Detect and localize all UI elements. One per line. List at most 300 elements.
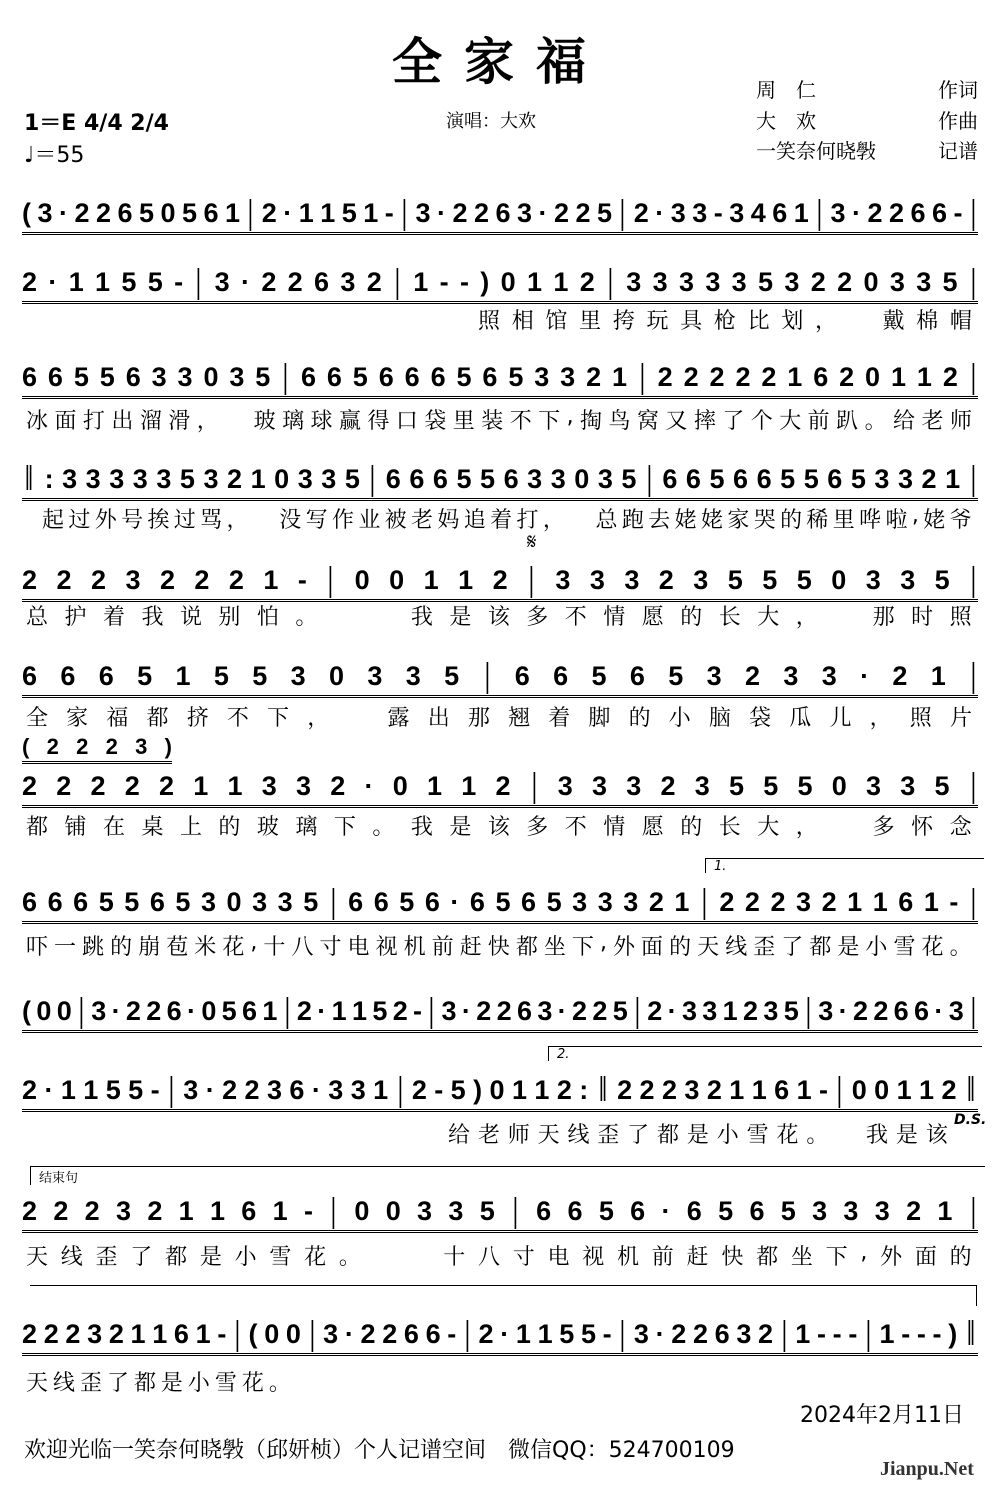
note: 0 <box>851 1074 867 1105</box>
lyric-char: 铺 <box>64 815 87 840</box>
lyric-char: 都 <box>756 1245 779 1270</box>
note: 5 <box>762 564 778 595</box>
note: 3 <box>572 886 588 917</box>
lyric-char: 大 <box>757 605 780 630</box>
lyric-char: ， <box>226 508 249 533</box>
lyrics-line <box>26 930 972 960</box>
bar-line: | <box>620 193 626 232</box>
note: 5 <box>341 197 357 228</box>
note: 6 <box>931 197 947 228</box>
lyrics-line <box>26 810 972 840</box>
lyric-char <box>347 701 369 731</box>
bar-line: | <box>234 1314 241 1353</box>
lyric-char: 下 <box>825 1245 848 1270</box>
note: 1 <box>209 1195 225 1226</box>
note: 3 <box>678 266 694 297</box>
note: 2 <box>941 1074 957 1105</box>
lyric-char: 追 <box>463 508 486 533</box>
lyricist-credit <box>756 74 978 103</box>
lyric-char: 不 <box>564 815 587 840</box>
lyric-char: 愿 <box>641 815 664 840</box>
note: · <box>58 197 68 228</box>
lyric-char <box>834 600 856 630</box>
note: 5 <box>352 361 368 392</box>
lyric-char: 总 <box>26 605 49 630</box>
note: 3 <box>693 564 709 595</box>
note: 3 <box>633 1318 649 1349</box>
bar-line: | <box>331 1191 337 1230</box>
note: 5 <box>783 995 799 1026</box>
note: 6 <box>409 463 425 494</box>
note: 0 <box>264 1318 280 1349</box>
lyric-char: 都 <box>26 815 49 840</box>
lyric-char: 福 <box>106 706 129 731</box>
lyric-char: 八 <box>291 935 314 960</box>
lyric-char: 怀 <box>911 815 934 840</box>
note: 2 <box>572 995 588 1026</box>
note: 3 <box>156 463 172 494</box>
lyric-char: 面 <box>641 935 664 960</box>
lyric-char: , <box>250 930 258 955</box>
note: 3 <box>784 266 800 297</box>
lyric-char: 着 <box>102 605 125 630</box>
note: 6 <box>813 361 829 392</box>
note: 2 <box>821 886 837 917</box>
lyric-char: 翘 <box>508 706 531 731</box>
bar-line: | <box>970 882 977 921</box>
note: 0 <box>329 660 345 691</box>
note: 5 <box>780 1195 796 1226</box>
lyric-char <box>374 1240 396 1270</box>
note: 2 <box>330 770 346 801</box>
note: · <box>283 197 293 228</box>
bar-line: ‖ <box>966 1070 976 1109</box>
note: · <box>860 660 870 691</box>
lyric-char: 比 <box>747 309 770 334</box>
lyric-char: 。 <box>295 605 318 630</box>
lyric-char: 前 <box>651 1245 674 1270</box>
lyric-char <box>836 1118 858 1148</box>
lyric-char <box>372 600 394 630</box>
bar-line: | <box>248 193 254 232</box>
lyric-char: 十 <box>263 935 286 960</box>
lyric-char: 业 <box>358 508 381 533</box>
lyric-char: 溜 <box>139 409 162 434</box>
note: 0 <box>285 1318 301 1349</box>
lyric-char: 不 <box>564 605 587 630</box>
note: 3 <box>874 1195 890 1226</box>
note: 6 <box>514 660 530 691</box>
note: 1 <box>515 1318 531 1349</box>
bar-line: | <box>531 766 537 805</box>
note: · <box>44 1074 54 1105</box>
lyric-char <box>334 600 356 630</box>
lyric-char: , <box>599 930 607 955</box>
note: 0 <box>489 1074 505 1105</box>
note: 1 <box>553 266 569 297</box>
note: 2 <box>392 995 408 1026</box>
lyric-char: ， <box>795 605 818 630</box>
lyric-char: ， <box>869 706 892 731</box>
note: 6 <box>125 361 141 392</box>
lyric-char: 戴 <box>882 309 905 334</box>
lyric-char: 璃 <box>295 815 318 840</box>
note: 6 <box>714 1318 730 1349</box>
note: 2 <box>382 1318 398 1349</box>
note: 6 <box>774 1074 790 1105</box>
lyric-char: 袋 <box>749 706 772 731</box>
note: 1 <box>937 1195 953 1226</box>
note: - <box>439 266 449 297</box>
lyric-char: 划 <box>781 309 804 334</box>
lyric-char: 情 <box>603 815 626 840</box>
note: 1 <box>872 886 888 917</box>
note: 2 <box>261 197 277 228</box>
note: 3 <box>85 463 101 494</box>
note: 2 <box>261 266 277 297</box>
note: 5 <box>508 361 524 392</box>
note: 1 <box>511 1074 527 1105</box>
note: 0 <box>274 463 290 494</box>
note: 1 <box>458 564 474 595</box>
lyric-char: 总 <box>595 508 618 533</box>
note: 6 <box>241 1195 257 1226</box>
note: · <box>852 197 861 228</box>
note: 3 <box>323 1318 339 1349</box>
note: 3 <box>783 660 799 691</box>
note: 2 <box>360 1318 376 1349</box>
note: 6 <box>117 197 133 228</box>
note: 2 <box>837 266 853 297</box>
lyric-char: 着 <box>490 508 513 533</box>
lyrics-line <box>26 600 972 630</box>
bar-line: | <box>284 991 290 1030</box>
lyric-char: 天 <box>26 1245 49 1270</box>
note: 6 <box>404 361 420 392</box>
note: 2 <box>105 734 118 759</box>
note: 6 <box>893 995 909 1026</box>
lyric-char: 崩 <box>138 935 161 960</box>
lyric-char: 挤 <box>186 706 209 731</box>
lyric-char: 外 <box>613 935 636 960</box>
note: 1 <box>674 886 690 917</box>
lyric-char: 面 <box>54 409 77 434</box>
lyric-char: 天 <box>537 1123 560 1148</box>
note: 3 <box>821 660 837 691</box>
note: ( <box>22 197 31 228</box>
note: 3 <box>135 734 148 759</box>
note: 1 <box>68 266 84 297</box>
lyric-char: 不 <box>226 706 249 731</box>
lyric-char: 没 <box>279 508 302 533</box>
lyric-char: 是 <box>160 1371 183 1396</box>
lyric-char: 给 <box>893 409 916 434</box>
note: · <box>655 1318 665 1349</box>
bar-line: | <box>970 459 976 498</box>
note: 5 <box>456 463 472 494</box>
note: 2 <box>411 1074 427 1105</box>
lyric-char: 该 <box>925 1123 948 1148</box>
lyric-char: 具 <box>680 309 703 334</box>
note: 2 <box>647 995 663 1026</box>
note: 3 <box>177 361 193 392</box>
note: 1 <box>363 197 379 228</box>
lyric-char: 啦 <box>885 508 908 533</box>
lyric-char: 老 <box>411 508 434 533</box>
note: 5 <box>709 463 725 494</box>
lyric-char: 挨 <box>147 508 170 533</box>
note: 6 <box>385 463 401 494</box>
bar-line: | <box>394 262 401 301</box>
lyric-char: ， <box>196 409 219 434</box>
score-line <box>22 1314 978 1356</box>
lyric-char: 璃 <box>282 409 305 434</box>
lyric-char: , <box>566 404 574 429</box>
note: 2 <box>617 1074 633 1105</box>
lyric-char: 说 <box>179 605 202 630</box>
note: 2 <box>84 1195 100 1226</box>
note: 0 <box>160 197 176 228</box>
bar-line: | <box>196 262 202 301</box>
note: 3 <box>516 197 532 228</box>
lyric-char: 是 <box>449 815 472 840</box>
lyric-char: 雪 <box>893 935 916 960</box>
lyric-char: 挎 <box>612 309 635 334</box>
lyric-char: 快 <box>721 1245 744 1270</box>
note: 6 <box>300 361 316 392</box>
score-line <box>22 656 978 698</box>
lyric-char: 天 <box>697 935 720 960</box>
note: 2 <box>90 564 106 595</box>
credit-role: 记谱 <box>938 139 978 163</box>
note: 2 <box>43 1318 59 1349</box>
note: 2 <box>906 1195 922 1226</box>
note: 3 <box>626 266 642 297</box>
lyric-char: 情 <box>603 605 626 630</box>
lyric-char: 被 <box>384 508 407 533</box>
note: 2 <box>228 564 244 595</box>
note: 3 <box>684 1074 700 1105</box>
bar-line: | <box>970 656 977 695</box>
note: 6 <box>403 1318 419 1349</box>
note: 5 <box>124 886 140 917</box>
note: 0 <box>385 1195 401 1226</box>
note: 1 <box>320 197 336 228</box>
note: 6 <box>22 361 38 392</box>
note: 2 <box>95 197 111 228</box>
note: 2 <box>22 770 38 801</box>
note: 3 <box>729 197 745 228</box>
note: 3 <box>889 266 905 297</box>
lyric-char: 鸟 <box>608 409 631 434</box>
note: 1 <box>722 995 738 1026</box>
note: 3 <box>731 266 747 297</box>
score-line <box>22 991 978 1033</box>
note: 5 <box>612 995 628 1026</box>
bar-line: | <box>816 193 823 232</box>
bar-line: | <box>646 459 653 498</box>
note: 3 <box>367 660 383 691</box>
lyric-char: 露 <box>387 706 410 731</box>
lyric-char: 脑 <box>708 706 731 731</box>
lyric-char: 不 <box>509 409 532 434</box>
lyric-char: 十 <box>443 1245 466 1270</box>
lyric-char: 大 <box>757 815 780 840</box>
note: 3 <box>290 660 306 691</box>
lyric-char: 写 <box>305 508 328 533</box>
note: 5 <box>495 886 511 917</box>
bar-line: | <box>634 991 641 1030</box>
lyric-char: 视 <box>582 1245 605 1270</box>
lyric-char: 是 <box>895 1123 918 1148</box>
note: 1 <box>193 770 209 801</box>
lyric-char: 给 <box>448 1123 471 1148</box>
note: 3 <box>183 1074 199 1105</box>
lyric-char: 的 <box>680 605 703 630</box>
note: ) <box>473 1074 483 1105</box>
note: 3 <box>340 266 356 297</box>
bar-line: | <box>464 1314 471 1353</box>
note: 3 <box>597 463 613 494</box>
note: 2 <box>227 463 243 494</box>
lyric-char: 了 <box>781 935 804 960</box>
lyric-char: 都 <box>133 1371 156 1396</box>
lyric-char: 装 <box>481 409 504 434</box>
bar-line: | <box>701 882 708 921</box>
note: 1 <box>793 197 809 228</box>
note: 2 <box>921 463 937 494</box>
ending-phrase-bracket: 结束句 <box>30 1166 985 1185</box>
note: 2 <box>660 770 676 801</box>
note: 6 <box>536 1195 552 1226</box>
note: 1 <box>879 1318 895 1349</box>
note: 6 <box>686 1195 702 1226</box>
note: 1 <box>729 1074 745 1105</box>
lyric-char: 冰 <box>26 409 49 434</box>
lyric-char: 快 <box>487 935 510 960</box>
note: - <box>150 1074 160 1105</box>
lyric-char: 歪 <box>597 1123 620 1148</box>
lyric-char: 都 <box>657 1123 680 1148</box>
lyric-char: 我 <box>141 605 164 630</box>
lyric-char: 老 <box>477 1123 500 1148</box>
note: 2 <box>473 197 489 228</box>
note: ( <box>22 734 30 759</box>
note: 2 <box>22 1195 38 1226</box>
lyric-char: 该 <box>487 815 510 840</box>
lyric-char: 雪 <box>746 1123 769 1148</box>
note: 2 <box>648 886 664 917</box>
lyric-char: 骂 <box>200 508 223 533</box>
bar-line: | <box>328 560 334 599</box>
note: 2 <box>56 564 72 595</box>
lyric-char: 掏 <box>580 409 603 434</box>
lyric-char: 寸 <box>319 935 342 960</box>
note: 1 <box>896 1074 912 1105</box>
note: 6 <box>314 266 330 297</box>
lyric-char: 线 <box>60 1245 83 1270</box>
note: 3 <box>87 1318 103 1349</box>
note: 1 <box>351 995 367 1026</box>
note: · <box>934 995 944 1026</box>
site-watermark: Jianpu.Net <box>880 1458 974 1480</box>
lyric-char: 里 <box>452 409 475 434</box>
note: 5 <box>121 266 137 297</box>
note: 2 <box>867 197 883 228</box>
note: 2 <box>657 361 673 392</box>
note: 6 <box>73 886 89 917</box>
note: 1 <box>916 361 932 392</box>
note: 3 <box>91 995 107 1026</box>
note: 2 <box>366 266 382 297</box>
note: 5 <box>546 886 562 917</box>
score-line <box>22 193 978 235</box>
note: 1 <box>526 266 543 297</box>
note: 1 <box>130 1318 146 1349</box>
note: · <box>557 995 567 1026</box>
lyric-char: 过 <box>68 508 91 533</box>
lyric-char: 都 <box>165 1245 188 1270</box>
lyric-char: 出 <box>427 706 450 731</box>
note: 0 <box>354 564 370 595</box>
note: - <box>447 1318 457 1349</box>
note: 2 <box>476 995 492 1026</box>
note: 5 <box>718 1195 734 1226</box>
note: 2 <box>758 1318 774 1349</box>
note: 3 <box>441 995 457 1026</box>
note: 1 <box>919 1074 935 1105</box>
note: 5 <box>796 564 812 595</box>
note: - <box>413 995 423 1026</box>
note: 3 <box>534 361 550 392</box>
lyric-char: 过 <box>173 508 196 533</box>
note: 3 <box>681 995 697 1026</box>
note: - <box>816 1318 826 1349</box>
note: 2 <box>633 197 649 228</box>
note: 3 <box>214 266 230 297</box>
note: 6 <box>553 660 569 691</box>
note: · <box>667 995 677 1026</box>
bar-line: | <box>970 262 976 301</box>
bar-line: ‖ <box>24 459 34 498</box>
lyric-char: 玻 <box>256 815 279 840</box>
note: 5 <box>797 770 813 801</box>
note: 1 <box>262 995 278 1026</box>
note: 5 <box>399 886 415 917</box>
lyric-char: 是 <box>199 1245 222 1270</box>
note: 6 <box>503 463 519 494</box>
lyric-char: 是 <box>686 1123 709 1148</box>
note: 2 <box>683 361 699 392</box>
note: 1 <box>612 361 628 392</box>
note: · <box>311 1074 321 1105</box>
note: 2 <box>744 886 760 917</box>
lyric-char: 下 <box>267 706 290 731</box>
note: 3 <box>448 1195 464 1226</box>
note: 6 <box>629 660 645 691</box>
note: 2 <box>146 995 162 1026</box>
note: - <box>901 1318 911 1349</box>
lyric-char: 桌 <box>141 815 164 840</box>
note: 6 <box>432 463 448 494</box>
lyric-char: , <box>911 503 919 528</box>
lyric-char: 机 <box>617 1245 640 1270</box>
lyric-char: 花 <box>921 935 944 960</box>
note: · <box>205 1074 215 1105</box>
lyric-char: 小 <box>865 935 888 960</box>
note: 3 <box>37 197 53 228</box>
dal-segno-mark: D.S. <box>954 1112 987 1128</box>
